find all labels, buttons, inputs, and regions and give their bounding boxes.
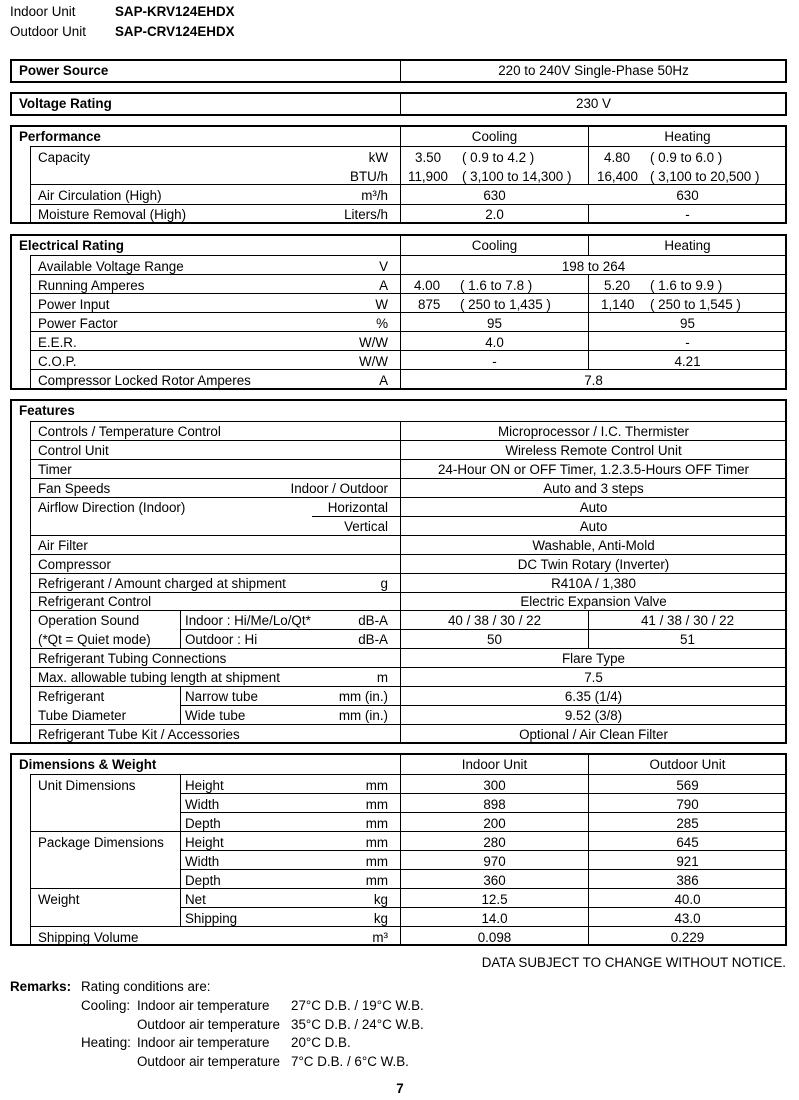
unit-height-label: Height <box>185 778 224 793</box>
quiet-mode-note: (*Qt = Quiet mode) <box>38 632 151 647</box>
running-amperes-heat: 5.20 <box>604 278 631 293</box>
airflow-label: Airflow Direction (Indoor) <box>38 500 186 515</box>
air-filter-value: Washable, Anti-Mold <box>532 538 655 553</box>
voltage-rating-value: 230 V <box>576 96 611 111</box>
fan-speeds-value: Auto and 3 steps <box>543 481 644 496</box>
net-weight-label: Net <box>185 892 206 907</box>
change-notice: DATA SUBJECT TO CHANGE WITHOUT NOTICE. <box>481 955 786 970</box>
capacity-btu-heat: 16,400 <box>597 169 638 184</box>
net-weight-outdoor: 40.0 <box>674 892 701 907</box>
refrigerant-label: Refrigerant / Amount charged at shipment <box>38 576 286 591</box>
timer-value: 24-Hour ON or OFF Timer, 1.2.3.5-Hours OFF Timer <box>437 462 750 477</box>
unit-width-unit: mm <box>365 797 388 812</box>
tube-kit-value: Optional / Air Clean Filter <box>519 727 668 742</box>
remarks-heating-outdoor-value: 7°C D.B. / 6°C W.B. <box>291 1054 409 1069</box>
dim-outdoor-header: Outdoor Unit <box>649 757 726 772</box>
sound-outdoor-heat: 51 <box>680 632 695 647</box>
remarks-cooling-indoor-label: Indoor air temperature <box>137 998 270 1013</box>
capacity-kw-unit: kW <box>368 150 388 165</box>
moisture-removal-label: Moisture Removal (High) <box>38 207 187 222</box>
compressor-label: Compressor <box>38 557 111 572</box>
remarks-cooling-indoor-value: 27°C D.B. / 19°C W.B. <box>291 998 424 1013</box>
running-amperes-label: Running Amperes <box>38 278 145 293</box>
remarks-cooling-label: Cooling: <box>81 998 131 1013</box>
dim-indoor-header: Indoor Unit <box>461 757 528 772</box>
voltage-range-unit: V <box>379 259 388 274</box>
max-tubing-value: 7.5 <box>584 670 603 685</box>
moisture-removal-heat: - <box>685 207 690 222</box>
control-unit-value: Wireless Remote Control Unit <box>505 443 682 458</box>
remarks-heating-indoor-label: Indoor air temperature <box>137 1035 270 1050</box>
air-circulation-unit: m³/h <box>361 188 388 203</box>
perf-heating-header: Heating <box>664 129 711 144</box>
tubing-connections-label: Refrigerant Tubing Connections <box>38 651 227 666</box>
package-dimensions-label: Package Dimensions <box>38 835 164 850</box>
page-number: 7 <box>396 1081 404 1096</box>
operation-sound-label: Operation Sound <box>38 613 140 628</box>
electrical-rating-label: Electrical Rating <box>19 238 124 253</box>
power-input-cool: 875 <box>418 297 441 312</box>
tube-kit-label: Refrigerant Tube Kit / Accessories <box>38 727 240 742</box>
capacity-kw-cool-range: ( 0.9 to 4.2 ) <box>462 150 535 165</box>
package-width-unit: mm <box>365 854 388 869</box>
power-factor-label: Power Factor <box>38 316 118 331</box>
tube-diameter-label-1: Refrigerant <box>38 689 105 704</box>
running-amperes-unit: A <box>379 278 388 293</box>
controls-label: Controls / Temperature Control <box>38 424 221 439</box>
net-weight-indoor: 12.5 <box>481 892 508 907</box>
outdoor-unit-label: Outdoor Unit <box>10 24 86 39</box>
cop-unit: W/W <box>359 354 388 369</box>
shipping-volume-indoor: 0.098 <box>477 930 512 945</box>
elec-heating-header: Heating <box>664 238 711 253</box>
package-depth-unit: mm <box>365 873 388 888</box>
unit-height-unit: mm <box>365 778 388 793</box>
unit-dimensions-label: Unit Dimensions <box>38 778 136 793</box>
refrigerant-control-label: Refrigerant Control <box>38 594 152 609</box>
capacity-btu-heat-range: ( 3,100 to 20,500 ) <box>650 169 760 184</box>
indoor-model: SAP-KRV124EHDX <box>115 4 235 19</box>
perf-cooling-header: Cooling <box>471 129 518 144</box>
unit-depth-indoor: 200 <box>483 816 506 831</box>
max-tubing-label: Max. allowable tubing length at shipment <box>38 670 280 685</box>
package-width-indoor: 970 <box>483 854 506 869</box>
remarks-label: Remarks: <box>10 979 72 994</box>
air-circulation-cool: 630 <box>483 188 506 203</box>
remarks-cooling-outdoor-label: Outdoor air temperature <box>137 1017 280 1032</box>
power-input-cool-range: ( 250 to 1,435 ) <box>460 297 551 312</box>
moisture-removal-unit: Liters/h <box>344 207 388 222</box>
remarks-cooling-outdoor-value: 35°C D.B. / 24°C W.B. <box>291 1017 424 1032</box>
power-factor-unit: % <box>376 316 388 331</box>
airflow-horizontal-label: Horizontal <box>327 500 388 515</box>
tube-diameter-label-2: Tube Diameter <box>38 708 127 723</box>
package-height-label: Height <box>185 835 224 850</box>
cop-label: C.O.P. <box>38 354 77 369</box>
remarks-heating-indoor-value: 20°C D.B. <box>291 1035 351 1050</box>
air-circulation-label: Air Circulation (High) <box>38 188 162 203</box>
package-depth-label: Depth <box>185 873 221 888</box>
sound-indoor-cool: 40 / 38 / 30 / 22 <box>447 613 542 628</box>
shipping-weight-label: Shipping <box>185 911 238 926</box>
indoor-unit-label: Indoor Unit <box>10 4 76 19</box>
refrigerant-unit: g <box>380 576 388 591</box>
controls-value: Microprocessor / I.C. Thermister <box>498 424 689 439</box>
eer-label: E.E.R. <box>38 335 77 350</box>
locked-rotor-amperes-value: 7.8 <box>584 373 603 388</box>
power-factor-heat: 95 <box>680 316 695 331</box>
power-source-label: Power Source <box>19 63 109 78</box>
capacity-kw-heat: 4.80 <box>604 150 631 165</box>
eer-cool: 4.0 <box>485 335 504 350</box>
capacity-btu-cool: 11,900 <box>408 169 448 184</box>
sound-outdoor-label: Outdoor : Hi <box>185 632 258 647</box>
sound-indoor-label: Indoor : Hi/Me/Lo/Qt* <box>185 613 311 628</box>
features-label: Features <box>19 403 75 418</box>
shipping-weight-outdoor: 43.0 <box>674 911 701 926</box>
performance-label: Performance <box>19 129 101 144</box>
shipping-weight-indoor: 14.0 <box>481 911 508 926</box>
outdoor-model: SAP-CRV124EHDX <box>115 24 235 39</box>
wide-tube-label: Wide tube <box>185 708 246 723</box>
package-width-label: Width <box>185 854 220 869</box>
capacity-label: Capacity <box>38 150 91 165</box>
shipping-volume-label: Shipping Volume <box>38 930 139 945</box>
dimensions-weight-label: Dimensions & Weight <box>19 757 157 772</box>
package-depth-outdoor: 386 <box>676 873 699 888</box>
remarks-heating-outdoor-label: Outdoor air temperature <box>137 1054 280 1069</box>
unit-depth-outdoor: 285 <box>676 816 699 831</box>
package-height-outdoor: 645 <box>676 835 699 850</box>
unit-height-indoor: 300 <box>483 778 506 793</box>
narrow-tube-unit: mm (in.) <box>338 689 388 704</box>
airflow-vertical-value: Auto <box>579 519 608 534</box>
remarks-intro: Rating conditions are: <box>81 979 211 994</box>
air-circulation-heat: 630 <box>676 188 699 203</box>
unit-width-indoor: 898 <box>483 797 506 812</box>
unit-width-outdoor: 790 <box>676 797 699 812</box>
tubing-connections-value: Flare Type <box>561 651 626 666</box>
airflow-vertical-label: Vertical <box>344 519 388 534</box>
running-amperes-cool: 4.00 <box>414 278 441 293</box>
fan-speeds-sub: Indoor / Outdoor <box>290 481 388 496</box>
wide-tube-unit: mm (in.) <box>338 708 388 723</box>
control-unit-label: Control Unit <box>38 443 109 458</box>
package-depth-indoor: 360 <box>483 873 506 888</box>
running-amperes-cool-range: ( 1.6 to 7.8 ) <box>460 278 533 293</box>
shipping-weight-unit: kg <box>373 911 388 926</box>
power-input-unit: W <box>375 297 388 312</box>
elec-cooling-header: Cooling <box>471 238 518 253</box>
narrow-tube-label: Narrow tube <box>185 689 258 704</box>
power-source-value: 220 to 240V Single-Phase 50Hz <box>498 63 689 78</box>
capacity-kw-cool: 3.50 <box>415 150 442 165</box>
capacity-btu-unit: BTU/h <box>350 169 388 184</box>
locked-rotor-amperes-label: Compressor Locked Rotor Amperes <box>38 373 251 388</box>
locked-rotor-amperes-unit: A <box>379 373 388 388</box>
fan-speeds-label: Fan Speeds <box>38 481 111 496</box>
max-tubing-unit: m <box>376 670 388 685</box>
power-input-heat-range: ( 250 to 1,545 ) <box>650 297 741 312</box>
unit-depth-label: Depth <box>185 816 221 831</box>
shipping-volume-unit: m³ <box>372 930 388 945</box>
sound-indoor-heat: 41 / 38 / 30 / 22 <box>640 613 735 628</box>
eer-heat: - <box>685 335 690 350</box>
capacity-btu-cool-range: ( 3,100 to 14,300 ) <box>462 169 572 184</box>
cop-heat: 4.21 <box>674 354 701 369</box>
net-weight-unit: kg <box>373 892 388 907</box>
power-input-heat: 1,140 <box>601 297 635 312</box>
cop-cool: - <box>492 354 497 369</box>
sound-indoor-unit: dB-A <box>358 613 388 628</box>
power-factor-cool: 95 <box>487 316 502 331</box>
voltage-range-label: Available Voltage Range <box>38 259 184 274</box>
compressor-value: DC Twin Rotary (Inverter) <box>517 557 670 572</box>
wide-tube-value: 9.52 (3/8) <box>564 708 623 723</box>
package-height-unit: mm <box>365 835 388 850</box>
sound-outdoor-cool: 50 <box>487 632 502 647</box>
airflow-horizontal-value: Auto <box>579 500 608 515</box>
air-filter-label: Air Filter <box>38 538 88 553</box>
capacity-kw-heat-range: ( 0.9 to 6.0 ) <box>650 150 723 165</box>
package-width-outdoor: 921 <box>676 854 699 869</box>
remarks-heating-label: Heating: <box>81 1035 131 1050</box>
voltage-rating-label: Voltage Rating <box>19 96 112 111</box>
sound-outdoor-unit: dB-A <box>358 632 388 647</box>
eer-unit: W/W <box>359 335 388 350</box>
refrigerant-control-value: Electric Expansion Valve <box>520 594 667 609</box>
narrow-tube-value: 6.35 (1/4) <box>564 689 623 704</box>
package-height-indoor: 280 <box>483 835 506 850</box>
timer-label: Timer <box>38 462 72 477</box>
weight-label: Weight <box>38 892 80 907</box>
moisture-removal-cool: 2.0 <box>485 207 504 222</box>
voltage-range-value: 198 to 264 <box>561 259 626 274</box>
power-input-label: Power Input <box>38 297 110 312</box>
running-amperes-heat-range: ( 1.6 to 9.9 ) <box>650 278 723 293</box>
shipping-volume-outdoor: 0.229 <box>670 930 705 945</box>
refrigerant-value: R410A / 1,380 <box>551 576 636 591</box>
unit-depth-unit: mm <box>365 816 388 831</box>
unit-height-outdoor: 569 <box>676 778 699 793</box>
unit-width-label: Width <box>185 797 220 812</box>
